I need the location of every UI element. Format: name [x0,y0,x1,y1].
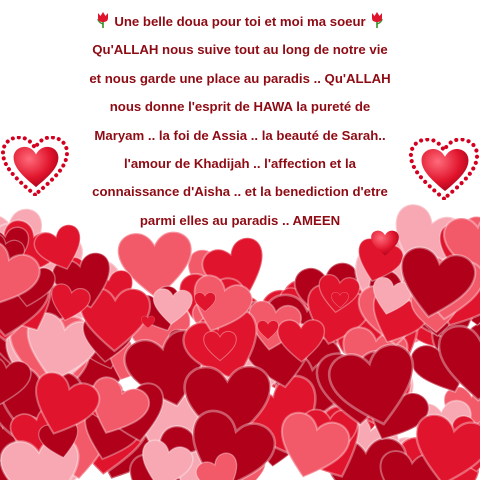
greeting-line: l'amour de Khadijah .. l'affection et la [124,156,356,172]
greeting-line: Qu'ALLAH nous suive tout au long de notre vie [92,42,388,58]
greeting-line: et nous garde une place au paradis .. Qu'ALLAH [89,70,391,86]
tulip-icon [95,11,111,29]
dotted-heart-icon [411,139,477,198]
greeting-text [60,8,420,235]
greeting-line: Maryam .. la foi de Assia .. la beauté de Sarah.. [94,127,386,143]
greeting-line: parmi elles au paradis .. AMEEN [139,212,341,228]
greeting-line: nous donne l'esprit de HAWA la pureté de [109,99,371,115]
greeting-line: Une belle doua pour toi et moi ma soeur [60,8,420,36]
greeting-line: connaissance d'Aisha .. et la benediction d'etre [92,184,388,200]
tulip-icon [369,11,385,29]
dotted-heart-icon [3,137,67,194]
